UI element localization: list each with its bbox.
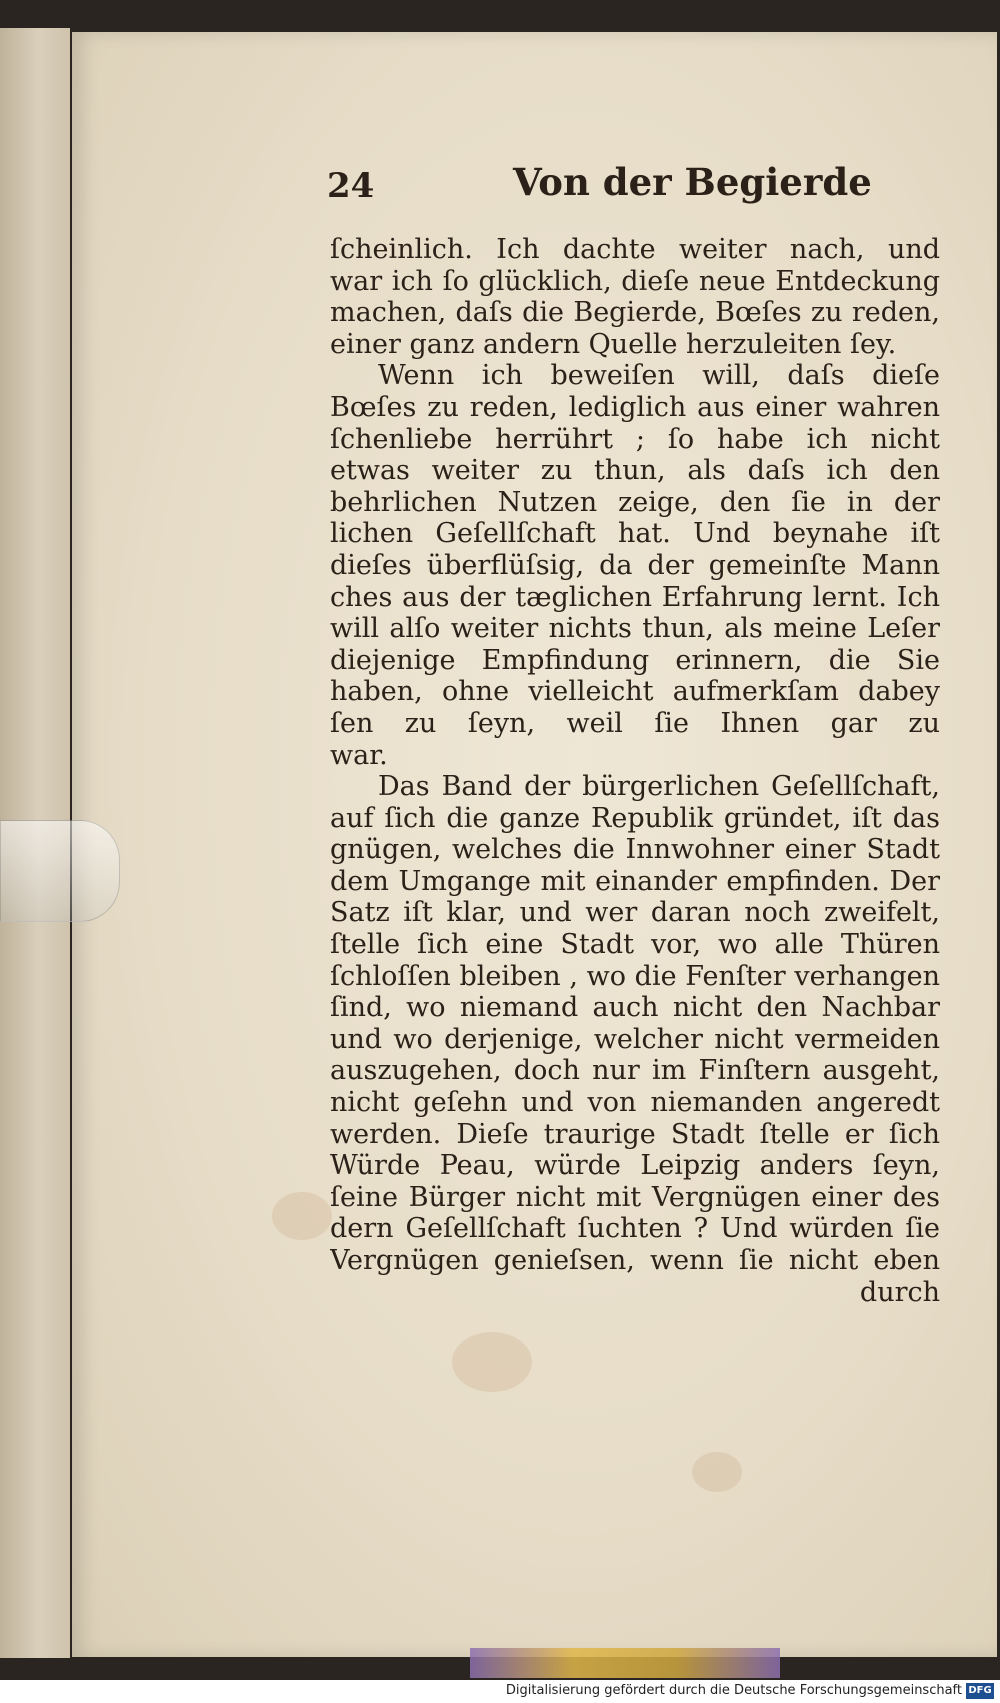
text-line: Das Band der bürgerlichen Geſellſchaft, xyxy=(378,771,940,803)
page-header xyxy=(327,160,947,210)
funding-credit: Digitalisierung gefördert durch die Deutsche Forschungsgemeinschaft xyxy=(505,1683,962,1698)
marbled-edge xyxy=(470,1648,780,1678)
page-number: 24 xyxy=(327,166,375,206)
text-line: diejenige Empfindung erinnern, die Sie xyxy=(330,644,940,676)
dfg-logo: DFG xyxy=(966,1683,994,1699)
text-line: lichen Geſellſchaft hat. Und beynahe iſt xyxy=(330,518,940,550)
page-clip xyxy=(0,820,120,922)
text-line: und wo derjenige, welcher nicht vermeiden xyxy=(330,1023,940,1055)
text-line: auszugehen, doch nur im Finſtern ausgeht, xyxy=(330,1055,940,1087)
text-line: war ich ſo glücklich, dieſe neue Entdeckung xyxy=(330,265,940,297)
body-text xyxy=(330,234,940,1308)
text-line: ſeine Bürger nicht mit Vergnügen einer des xyxy=(330,1181,940,1213)
text-line: ſchenliebe herrührt ; ſo habe ich nicht xyxy=(330,423,940,455)
text-line: dem Umgange mit einander empfinden. Der xyxy=(330,865,940,897)
text-line: werden. Dieſe traurige Stadt ſtelle er ſich xyxy=(330,1118,940,1150)
text-line: ſen zu ſeyn, weil ſie Ihnen gar zu xyxy=(330,707,940,739)
text-line: Satz iſt klar, und wer daran noch zweifelt, xyxy=(330,897,940,929)
text-line: Wenn ich beweiſen will, daſs dieſe xyxy=(378,360,940,392)
text-line: etwas weiter zu thun, als daſs ich den xyxy=(330,455,940,487)
text-line: haben, ohne vielleicht aufmerkſam dabey xyxy=(330,676,940,708)
text-line: dieſes überflüſsig, da der gemeinſte Mann xyxy=(330,549,940,581)
digitization-footer xyxy=(0,1680,1000,1703)
text-line: auf ſich die ganze Republik gründet, iſt das xyxy=(330,802,940,834)
text-line: war. xyxy=(330,739,388,771)
text-line: ſtelle ſich eine Stadt vor, wo alle Thüren xyxy=(330,929,940,961)
running-head: Von der Begierde xyxy=(513,160,872,204)
text-line: nicht geſehn und von niemanden angeredt xyxy=(330,1087,940,1119)
paper-stain xyxy=(272,1192,332,1240)
text-line: dern Geſellſchaft ſuchten ? Und würden ſie xyxy=(330,1213,940,1245)
paper-stain xyxy=(452,1332,532,1392)
text-line: Bœſes zu reden, lediglich aus einer wahren xyxy=(330,391,940,423)
catchword: durch xyxy=(859,1276,940,1308)
text-line: gnügen, welches die Innwohner einer Stadt xyxy=(330,834,940,866)
text-line: ſchloſſen bleiben , wo die Fenſter verhangen xyxy=(330,960,940,992)
text-line: ſind, wo niemand auch nicht den Nachbar xyxy=(330,992,940,1024)
paper-stain xyxy=(692,1452,742,1492)
text-line: will alſo weiter nichts thun, als meine Leſer xyxy=(330,613,940,645)
text-line: ſcheinlich. Ich dachte weiter nach, und xyxy=(330,234,940,265)
text-line: behrlichen Nutzen zeige, den ſie in der xyxy=(330,486,940,518)
text-line: Vergnügen genieſsen, wenn ſie nicht eben xyxy=(330,1245,940,1276)
text-line: Würde Peau, würde Leipzig anders ſeyn, xyxy=(330,1150,940,1182)
text-line: ches aus der tæglichen Erfahrung lernt. Ich xyxy=(330,581,940,613)
text-line: machen, daſs die Begierde, Bœſes zu reden, xyxy=(330,297,940,329)
text-line: einer ganz andern Quelle herzuleiten ſey. xyxy=(330,328,897,360)
